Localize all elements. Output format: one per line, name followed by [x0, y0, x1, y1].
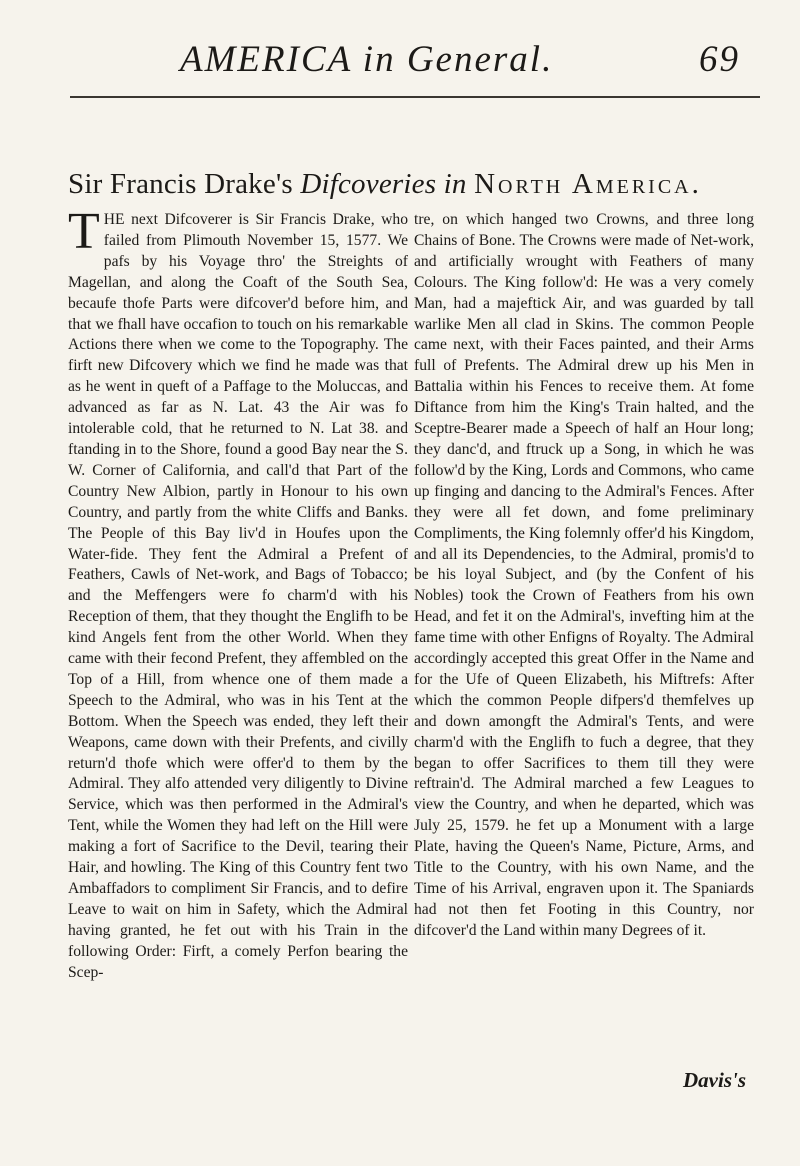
left-column-text: HE next Difcoverer is Sir Francis Drake, who failed from Plimouth November 15, 1577. We pafs by his Voyage thro' the Streights of Magellan, and along the Coaft of the South Sea, becaufe thofe Parts were difcover'd before him, and that we fhall have occafion to touch on his remarkable Actions there when we come to the Topography. The firft new Difcovery which we find he made was that as he went in queft of a Paffage to the Moluccas, and advanced as far as N. Lat. 43 the Air was fo intolerable cold, that he returned to N. Lat 38. and ftanding in to the Shore, found a good Bay near the S. W. Corner of California, and call'd that Part of the Country New Albion, partly in Honour to his own Country, and partly from the white Cliffs and Banks. The People of this Bay liv'd in Houfes upon the Water-fide. They fent the Admiral a Prefent of Feathers, Cawls of Net-work, and Bags of Tobacco; and the Meffengers were fo charm'd with his Reception of them, that they thought the Englifh to be kind Angels fent from the other World. When they came with their fecond Prefent, they affembled on the Top of a Hill, from whence one of them made a Speech to the Admiral, who was in his Tent at the Bottom. When the Speech was ended, they left their Weapons, came down with their Prefents, and civilly return'd thofe which were offer'd to them by the Admiral. They alfo attended very diligently to Divine Service, which was then performed in the Admiral's Tent, while the Women they had left on the Hill were making a fort of Sacrifice to the Devil, tearing their Hair, and howling. The King of this Country fent two Ambaffadors to compliment Sir Francis, and to defire Leave to wait on him in Safety, which the Admiral having granted, he fet out with his Train in the following Order: Firft, a comely Perfon bearing the Scep- [68, 211, 408, 981]
right-column [414, 210, 754, 942]
chapter-title-part-2: Difcoveries in [300, 168, 467, 200]
chapter-title [68, 168, 768, 201]
left-column [68, 203, 408, 984]
chapter-title-part-3: North America. [474, 168, 702, 200]
page-number: 69 [699, 39, 740, 80]
header-rule [70, 96, 760, 98]
left-column-paragraph [68, 203, 408, 984]
catchword: Davis's [683, 1068, 746, 1092]
chapter-title-part-1: Sir Francis Drake's [68, 168, 293, 200]
running-head-title: AMERICA in General. [180, 39, 554, 80]
running-head [180, 38, 740, 88]
right-column-text: tre, on which hanged two Crowns, and three long Chains of Bone. The Crowns were made of Net-work, and artificially wrought with Feathers of many Colours. The King follow'd: He was a very comely Man, had a majeftick Air, and was guarded by tall warlike Men all clad in Skins. The common People came next, with their Faces painted, and their Arms full of Prefents. The Admiral drew up his Men in Battalia within his Fences to receive them. At fome Diftance from him the King's Train halted, and the Sceptre-Bearer made a Speech of half an Hour long; they danc'd, and ftruck up a Song, in which he was follow'd by the King, Lords and Commons, who came up finging and dancing to the Admiral's Fences. After they were all fet down, and fome preliminary Compliments, the King folemnly offer'd his Kingdom, and all its Dependencies, to the Admiral, promis'd to be his loyal Subject, and (by the Confent of his Nobles) took the Crown of Feathers from his own Head, and fet it on the Admiral's, invefting him at the fame time with other Enfigns of Royalty. The Admiral accordingly accepted this great Offer in the Name and for the Ufe of Queen Elizabeth, his Miftrefs: After which the common People difpers'd themfelves up and down amongft the Admiral's Tents, and were charm'd with the Englifh to fuch a degree, that they began to offer Sacrifices to them till they were reftrain'd. The Admiral marched a few Leagues to view the Country, and when he departed, which was July 25, 1579. he fet up a Monument with a large Plate, having the Queen's Name, Picture, Arms, and Title to the Country, with his own Name, and the Time of his Arrival, engraven upon it. The Spaniards had not then fet Footing in this Country, nor difcover'd the Land within many Degrees of it. [414, 211, 754, 939]
drop-cap: T [68, 203, 100, 260]
